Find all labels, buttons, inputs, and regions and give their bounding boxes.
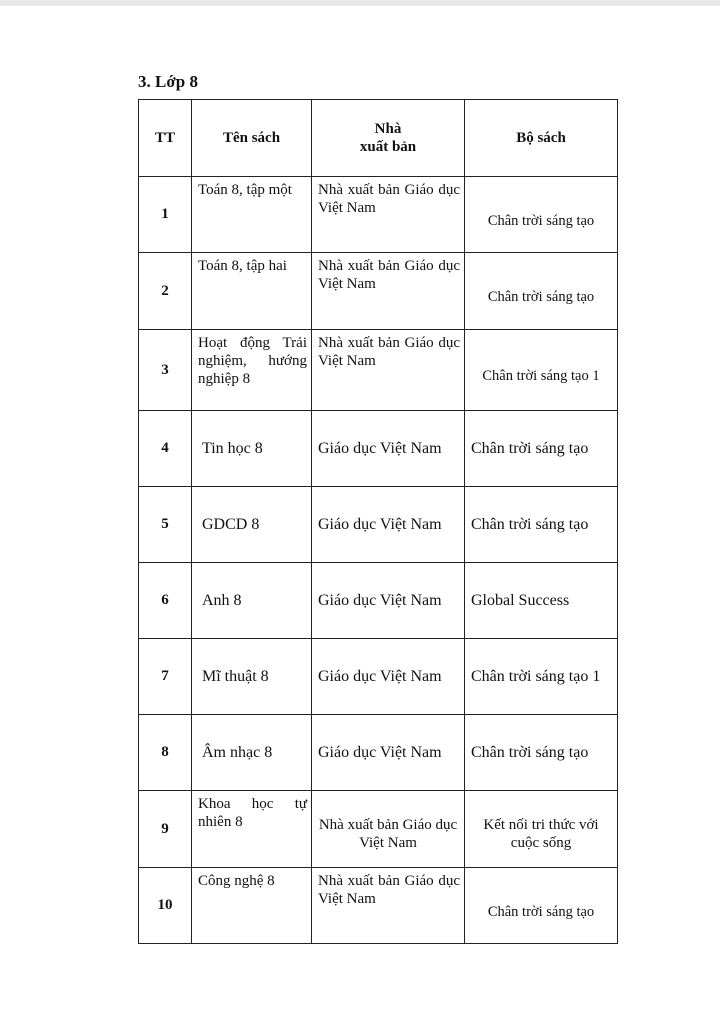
table-row [139,330,618,411]
table-row [139,715,618,791]
row-number: 9 [139,791,192,868]
series [465,177,618,253]
textbook-table [138,99,618,944]
section-title: 3. Lớp 8 [138,72,198,91]
table-row [139,563,618,639]
header-publisher-line1: Nhà [374,121,402,137]
table-row [139,253,618,330]
header-publisher [312,100,465,177]
book-name: Mĩ thuật 8 [192,639,312,715]
series: Chân trời sáng tạo 1 [465,639,618,715]
table-row [139,868,618,944]
publisher: Giáo dục Việt Nam [312,563,465,639]
row-number: 2 [139,253,192,330]
row-number: 1 [139,177,192,253]
publisher: Giáo dục Việt Nam [312,487,465,563]
table-row [139,411,618,487]
row-number: 6 [139,563,192,639]
row-number: 10 [139,868,192,944]
publisher: Nhà xuất bản Giáo dục Việt Nam [312,330,465,411]
header-row [139,100,618,177]
header-publisher-line2: xuất bản [359,139,417,155]
series: Global Success [465,563,618,639]
book-name: Toán 8, tập hai [192,253,312,330]
publisher: Nhà xuất bản Giáo dục Việt Nam [312,253,465,330]
book-name: Âm nhạc 8 [192,715,312,791]
book-name: Khoa học tự nhiên 8 [192,791,312,868]
row-number: 5 [139,487,192,563]
table-row [139,487,618,563]
series [465,330,618,411]
series-text: Chân trời sáng tạo [487,903,595,920]
series-text: Chân trời sáng tạo [487,212,595,229]
publisher: Nhà xuất bản Giáo dục Việt Nam [312,177,465,253]
publisher: Nhà xuất bản Giáo dục Việt Nam [312,868,465,944]
series: Kết nối tri thức với cuộc sống [465,791,618,868]
row-number: 3 [139,330,192,411]
publisher: Nhà xuất bản Giáo dục Việt Nam [312,791,465,868]
table-row [139,177,618,253]
header-book-name: Tên sách [192,100,312,177]
book-name: Toán 8, tập một [192,177,312,253]
publisher: Giáo dục Việt Nam [312,715,465,791]
series: Chân trời sáng tạo [465,715,618,791]
book-name: Anh 8 [192,563,312,639]
series-text: Chân trời sáng tạo 1 [482,368,600,384]
book-name: Công nghệ 8 [192,868,312,944]
series: Chân trời sáng tạo [465,411,618,487]
header-series: Bộ sách [465,100,618,177]
row-number: 8 [139,715,192,791]
series: Chân trời sáng tạo [465,487,618,563]
table-row [139,639,618,715]
series [465,868,618,944]
book-name: GDCD 8 [192,487,312,563]
book-name: Hoạt động Trải nghiệm, hướng nghiệp 8 [192,330,312,411]
row-number: 7 [139,639,192,715]
row-number: 4 [139,411,192,487]
series-text: Chân trời sáng tạo [487,289,595,305]
book-name: Tin học 8 [192,411,312,487]
top-bar [0,0,720,6]
series [465,253,618,330]
table-row [139,791,618,868]
publisher: Giáo dục Việt Nam [312,411,465,487]
publisher: Giáo dục Việt Nam [312,639,465,715]
header-tt: TT [139,100,192,177]
